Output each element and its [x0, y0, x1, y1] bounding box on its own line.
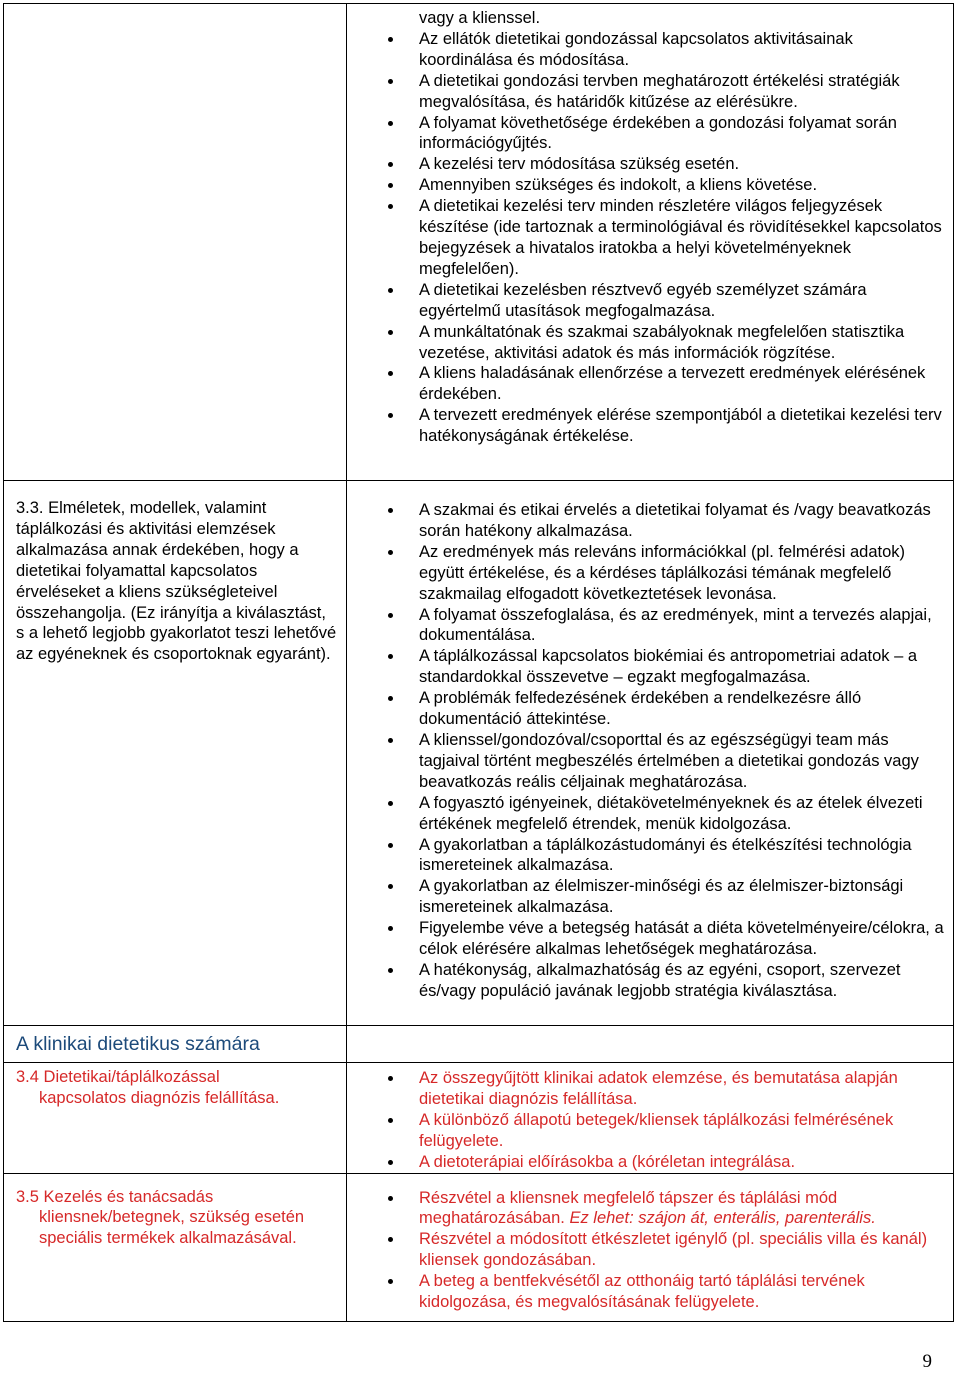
- list-item: A táplálkozással kapcsolatos biokémiai és antropometriai adatok – a standardokkal összevetve – egzakt megfogalmazása.: [347, 646, 945, 688]
- continued-list: [347, 8, 953, 447]
- list-item: Amennyiben szükséges és indokolt, a kliens követése.: [347, 175, 945, 196]
- section-title-line: kapcsolatos diagnózis felállítása.: [39, 1088, 280, 1107]
- list-item: Részvétel a módosított étkészletet igénylő (pl. speciális villa és kanál) kliensek gondozásában.: [347, 1229, 945, 1271]
- section-3-5-heading: [4, 1187, 346, 1250]
- list-item: A kliens haladásának ellenőrzése a tervezett eredmények elérésének érdekében.: [347, 363, 945, 405]
- list-item: A különböző állapotú betegek/kliensek táplálkozási felmérésének felügyelete.: [347, 1110, 945, 1152]
- item-text: Részvétel a kliensnek megfelelő tápszer és táplálási mód meghatározásában.: [419, 1188, 838, 1228]
- list-item: A dietoterápiai előírásokba a (kóréletan integrálása.: [347, 1152, 945, 1173]
- list-item: A munkáltatónak és szakmai szabályoknak megfelelően statisztika vezetése, aktivitási adatok és más információk rögzítése.: [347, 322, 945, 364]
- list-item: A dietetikai gondozási tervben meghatározott értékelési stratégiák megvalósítása, és határidők kitűzése az elérésükre.: [347, 71, 945, 113]
- page-number: 9: [922, 1351, 932, 1372]
- list-item: A beteg a bentfekvésétől az otthonáig tartó táplálási tervének kidolgozása, és megvalósításának felügyelete.: [347, 1271, 945, 1313]
- list-item: A gyakorlatban az élelmiszer-minőségi és az élelmiszer-biztonsági ismereteinek alkalmazása.: [347, 876, 945, 918]
- section-3-3-heading: [4, 498, 346, 665]
- list-item: A gyakorlatban a táplálkozástudományi és ételkészítési technológia ismereteinek alkalmazása.: [347, 835, 945, 877]
- section-title-line: Kezelés és tanácsadás: [43, 1187, 214, 1206]
- section-number: 3.5: [16, 1187, 39, 1206]
- section-3-5-items-cell: [347, 1173, 954, 1321]
- section-3-4-list: [347, 1068, 953, 1173]
- list-item: vagy a klienssel.: [419, 9, 541, 27]
- competency-table: [3, 3, 954, 1322]
- list-item: A szakmai és etikai érvelés a dietetikai folyamat és /vagy beavatkozás során hatékony alkalmazása.: [347, 500, 945, 542]
- section-3-4-heading: [4, 1067, 346, 1109]
- list-item: A fogyasztó igényeinek, diétakövetelményeknek és az ételek élvezeti értékének megfelelő étrendek, menük kidolgozása.: [347, 793, 945, 835]
- table-row: [4, 1173, 954, 1321]
- item-italic-note: Ez lehet: szájon át, enterális, parenterális.: [569, 1209, 876, 1228]
- section-3-4-items-cell: [347, 1063, 954, 1174]
- section-title-line: Dietetikai/táplálkozással: [43, 1068, 220, 1086]
- list-item: A kezelési terv módosítása szükség esetén.: [347, 154, 945, 175]
- list-item: A problémák felfedezésének érdekében a rendelkezésre álló dokumentáció áttekintése.: [347, 688, 945, 730]
- table-row: [4, 481, 954, 1026]
- list-item: Az összegyűjtött klinikai adatok elemzése, és bemutatása alapján dietetikai diagnózis felállítása.: [347, 1068, 945, 1110]
- list-item: A folyamat követhetősége érdekében a gondozási folyamat során információgyűjtés.: [347, 113, 945, 155]
- section-title: Elméletek, modellek, valamint táplálkozási és aktivitási elemzések alkalmazása annak érdekében, hogy a dietetikai folyamattal kapcsolatos érveléseket a kliens szükségleteivel összehangolja. (Ez irányítja a kiválasztást, s a lehető legjobb gyakorlatot teszi lehetővé az egyéneknek és csoportoknak egyaránt).: [16, 499, 337, 664]
- list-item: A folyamat összefoglalása, és az eredmények, mint a tervezés alapjai, dokumentálása.: [347, 605, 945, 647]
- table-row: [4, 1063, 954, 1174]
- section-number: 3.4: [16, 1068, 39, 1086]
- clinical-heading: A klinikai dietetikus számára: [16, 1033, 260, 1055]
- section-3-4-heading-cell: [4, 1063, 347, 1174]
- list-item: A dietetikai kezelési terv minden részletére világos feljegyzések készítése (ide tartoznak a terminológiával és rövidítésekkel kapcsolatos bejegyzések a hivatalos iratokba a helyi követelményeknek megfelelően).: [347, 196, 945, 280]
- table-row: [4, 4, 954, 481]
- section-3-5-heading-cell: [4, 1173, 347, 1321]
- section-number: 3.3.: [16, 499, 44, 517]
- list-item: A klienssel/gondozóval/csoporttal és az egészségügyi team más tagjaival történt megbeszélés értelmében a dietetikai gondozás vagy beavatkozás reális céljainak meghatározása.: [347, 730, 945, 793]
- list-item: Figyelembe véve a betegség hatását a diéta követelményeire/célokra, a célok elérésére alkalmas lehetőségek meghatározása.: [347, 918, 945, 960]
- section-3-3-list: [347, 500, 953, 1002]
- left-cell-empty: [4, 4, 347, 481]
- section-3-3-heading-cell: [4, 481, 347, 1026]
- list-item: [347, 1188, 945, 1230]
- section-title-line: speciális termékek alkalmazásával.: [39, 1229, 297, 1248]
- list-item: Az eredmények más releváns információkkal (pl. felmérési adatok) együtt értékelése, és a kérdéses táplálkozási témának megfelelő szakmailag elfogadott következtetések levonása.: [347, 542, 945, 605]
- list-item: A dietetikai kezelésben résztvevő egyéb személyzet számára egyértelmű utasítások megfogalmazása.: [347, 280, 945, 322]
- section-3-5-list: [347, 1188, 953, 1313]
- list-item: A tervezett eredmények elérése szempontjából a dietetikai kezelési terv hatékonyságának értékelése.: [347, 405, 945, 447]
- section-title-line: kliensnek/betegnek, szükség esetén: [39, 1208, 305, 1227]
- section-3-3-items-cell: [347, 481, 954, 1026]
- clinical-heading-empty-cell: [347, 1026, 954, 1063]
- right-cell-continued: [347, 4, 954, 481]
- clinical-heading-cell: [4, 1026, 347, 1063]
- list-item: A hatékonyság, alkalmazhatóság és az egyéni, csoport, szervezet és/vagy populáció javának legjobb stratégia kiválasztása.: [347, 960, 945, 1002]
- table-row: [4, 1026, 954, 1063]
- list-item: Az ellátók dietetikai gondozással kapcsolatos aktivitásainak koordinálása és módosítása.: [347, 29, 945, 71]
